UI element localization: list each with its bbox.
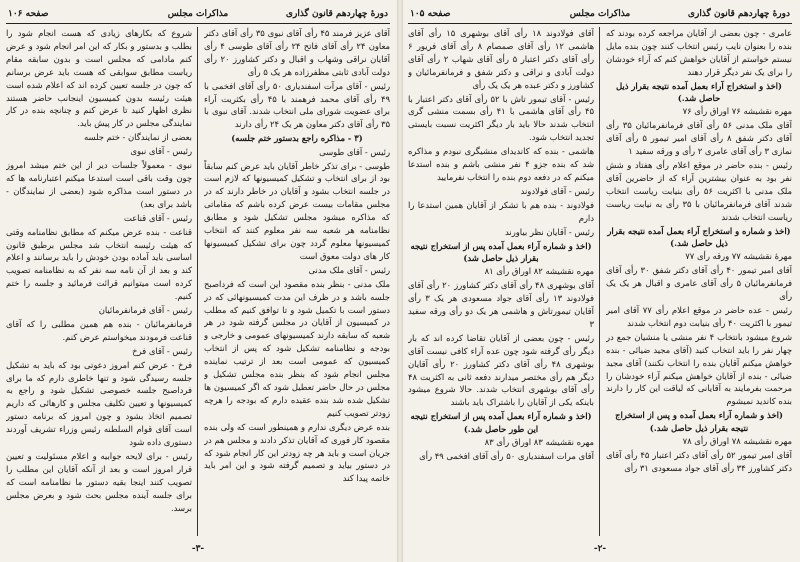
column-divider bbox=[599, 27, 600, 536]
section-heading: (اخذ و شماره آراء بعمل آمده پس از استخراج نتیجه بقرار ذیل حاصل شد) bbox=[410, 240, 592, 263]
paragraph: رئیس - آقای مرآت اسفندیاری ۵۰ رأی آقای افخمی با ۴۹ رأی آقای محمد فرهمند با ۴۵ رأی بکثریت آراء برای عضویت شورای ملی انتخاب شدند. آقای نبوی با ۳۵ رأی آقای دکتر معاون هر یک ۲۴ رأی دارند bbox=[204, 80, 390, 130]
paragraph: رئیس - آقای فرمانفرمائیان bbox=[98, 305, 192, 316]
paragraph: طوسی - برای تذکر خاطر آقایان باید عرض کنم سابقاً بود از برای انتخاب و تشکیل کمیسیونها که لازم است در جلسه انتخاب بشود و آقایان در خاطر دارند که در مجلس مقامات بیست عرض کرده باشم که مقاماتی که مذاکره میشود مجلس تشکیل شود و مطابق نظامنامه هر شعبه سه نفر معلوم کنند که انتخاب کمیسیونها معلوم گردد چون برای تشکیل کمیسیونها کار های دولت معوق است bbox=[204, 160, 390, 261]
paragraph: رئیس - آقای قناعت bbox=[123, 212, 192, 223]
paragraph: مهره نقشیشه ۷۸ اوراق رأی ۷۸ bbox=[682, 436, 792, 447]
section-title: مذاکرات مجلس bbox=[569, 9, 631, 19]
paragraph: شروع که بکارهای زیادی که هست انجام شود را بطلب و بدستور و بکار که این امر انجام شود و عرض کنم مادامی که مجلس است و بدون سابقه مقام ریاست مطابق سوابقی که هست باید عرض برسانم که چون در جلسه تعیین کرده اند که اعلام شده است هیئت رئیسه بدون کمیسیون اینجانب حاضر هستند نظری اظهار کنید تا عرض کنم و چنانچه بنده در کار نمایندگی مجلس در کار پیش باید. bbox=[6, 28, 192, 129]
section-heading: (اخذ و شماره و استخراج آراء بعمل آمده نتیجه بقرار ذیل حاصل شد.) bbox=[607, 225, 791, 248]
column-divider bbox=[197, 27, 198, 536]
paragraph: رئیس - آقای تیمور تاش با ۵۲ رأی آقای دکتر اعتبار با ۴۵ رأی آقای هاشمی با ۴۱ رأی بسمت منشی گری انتخاب شدند حالا باید بار دیگر اکثریت نسبت بایستی تجدید انتخاب شود. bbox=[408, 93, 594, 143]
right-page-columns bbox=[408, 27, 792, 536]
section-heading: (اخذ و استخراج آراء بعمل آمده نتیجه بقرار ذیل حاصل شد.) bbox=[616, 80, 782, 104]
page-label: صفحه ۱۰۶ bbox=[8, 9, 49, 19]
paragraph: بنده عرض دیگری ندارم و همینطور است که ولی بنده مقصود کار فوری که آقایان تذکر دادند و مجلس هم در جریان است و باید هر چه زودتر این کار انجام شود که در دستور بیاید و تصمیم گرفته شود و این امر باید خاتمه پیدا کند bbox=[204, 421, 390, 484]
paragraph: عامری - چون بعضی از آقایان مراجعه کرده بودند که بنده را بعنوان نایب رئیس انتخاب کنند چون بنده مایل نیستم خواستم از آقایان خواهش کنم که آراء خودشان را برای یک نفر دیگر قرار دهند bbox=[606, 28, 792, 77]
left-page bbox=[6, 6, 390, 554]
paragraph: فرمانفرمائیان - بنده هم همین مطلبی را که آقای قناعت فرمودند میخواستم عرض کنم. bbox=[6, 318, 192, 342]
paragraph: بعضی از نمایندگان - ختم جلسه bbox=[84, 132, 192, 143]
section-heading: (۳ - مذاکره راجع بدستور ختم جلسه) bbox=[231, 133, 363, 144]
paragraph: رئیس - بنده حاضر در موقع اعلام رأی هفتاد و شش نفر بود به عنوان بیشترین آراء که از حاضرین آقای ملک مدنی با اکثریت ۵۶ رأی بنیابت ریاست انتخاب شدند آقای فرمانفرمائیان با ۳۵ رأی به نیابت ریاست ریاست انتخاب شدند bbox=[606, 160, 792, 222]
right-page bbox=[408, 6, 792, 554]
paragraph: آقای مرات اسفندیاری ۵۰ رأی آقای افخمی ۴۹ رأی bbox=[419, 451, 594, 461]
paragraph: رئیس - چون بعضی از آقایان تقاضا کرده اند که بار دیگر رأی گرفته شود چون عده آراء کافی نیست آقای بوشهری ۴۸ رأی آقای دکتر کشاورز ۲۰ رأی آقایان دیگر هم رأی مختصر میدارند دفعه ثانی به اکثریت ۴۸ رأی آقای بوشهری انتخاب شدند. حالا شروع میشود باینکه یکی از آقایان را باشتراک باید باشند bbox=[408, 332, 594, 408]
paragraph: آقای امیر تیمور ۴۰ رأی آقای دکتر شفق ۳۰ رأی آقای فرمانفرمائیان ۵ رأی آقای عامری و اقبال هر یک یک رأی bbox=[606, 265, 792, 302]
paragraph: رئیس - آقای ملک مدنی bbox=[308, 264, 390, 275]
paragraph: آقای فولادوند ۱۸ رأی آقای بوشهری ۱۵ رأی آقای هاشمی ۱۲ رأی آقای صمصام ۸ رأی آقای فریور ۶ رأی آقای دکتر اعتبار ۵ رأی آقای شهاب ۲ رأی آقای دولت آبادی و نراقی و دکتر شفق و فرمانفرمائیان و کشاورز و دکتر عبده هر یک یک رأی bbox=[408, 28, 594, 90]
paragraph: آقای امیر تیمور ۵۲ رأی آقای دکتر اعتبار ۴۵ رأی آقای دکتر کشاورز ۳۴ رأی آقای جواد مسعودی ۳۱ رأی bbox=[606, 450, 792, 473]
paragraph: مهرهٔ نقشیشه ۷۷ ورقه رأی ۷۷ bbox=[685, 251, 792, 262]
page-label: صفحه ۱۰۵ bbox=[410, 9, 451, 19]
session-title: دورهٔ چهاردهم قانون گذاری bbox=[687, 9, 790, 19]
paragraph: مهره نقشیشه ۸۲ اوراق رأی ۸۱ bbox=[484, 266, 594, 277]
paragraph: آقای بوشهری ۴۸ رأی آقای دکتر کشاورز ۲۰ رأی آقای فولادوند ۱۳ رأی آقای جواد مسعودی هر یک ۳ رأی آقایان تیمورتاش و هاشمی هر یک دو رأی ورقه سفید ۳ bbox=[408, 280, 594, 329]
paragraph: شروع میشود بانتخاب ۴ نفر منشی یا منشیان جمع در چهار نفر را باید انتخاب کنید (آقای مجید ضیائی - بنده خواهش میکنم آقایان بنده را انتخاب نکنند) آقای مجید ضیائی - بنده از آقایان خواهش میکنم آراء خودشان را مرحمت بفرمایند به آقایانی که لیاقت این کار را دارند بنده کاندید نمیشوم bbox=[606, 331, 792, 407]
paragraph: رئیس - آقای فولادوند bbox=[520, 185, 594, 196]
left-page-column-left bbox=[6, 27, 192, 536]
left-page-header bbox=[6, 6, 390, 24]
right-page-column-right bbox=[606, 27, 792, 536]
section-heading: (اخذ و شماره آراء بعمل آمده و پس از استخراج نتیجه بقرار ذیل حاصل شد.) bbox=[615, 410, 783, 433]
left-page-columns bbox=[6, 27, 390, 536]
paragraph: ملک مدنی - بنظر بنده مقصود این است که فرداصبح جلسه باشد و در ظرف این مدت کمیسیونهائی که در دستور است با تکمیل شود و تا توافق کنیم که مطلب در کمیسیون از آقایان در مجلس گرفته شود در هر شعبه که سابقه دارند کمیسیونهای عمومی و خارجی و بودجه و نظامنامه تشکیل شود که پس از انتخاب کمیسیون که عمومی است بعد از ترتیب نماینده مجلس انجام شود که بنظر بنده مجلس تشکیل و مجلس در حال حاضر تعطیل شود که اگر کمیسیون ها تشکیل شده شد بنده عقیده دارم که بودجه را هرچه زودتر تصویب کنیم bbox=[204, 278, 390, 418]
paragraph: رئیس - عده حاضر در موقع اعلام رأی ۷۷ آقای امیر تیمور با اکثریت ۴۰ رأی بنیابت دوم انتخاب شدند bbox=[606, 305, 792, 328]
section-title: مذاکرات مجلس bbox=[167, 9, 229, 19]
paragraph: نبوی - معمولاً جلسات دیر از این ختم میشد امروز چون وقت باقی است استدعا میکنم اعتبارنامه ها که در دستور است مذاکره شود (بعضی از نمایندگان - باشد برای بعد) bbox=[6, 160, 192, 209]
session-title: دورهٔ چهاردهم قانون گذاری bbox=[285, 9, 388, 19]
paragraph: مهره نقشیشه ۸۳ اوراق رأی ۸۳ bbox=[484, 437, 594, 448]
paragraph: آقای ملک مدنی ۵۶ رأی آقای فرمانفرمائیان ۳۵ رأی آقای دکتر شفق ۸ رأی آقای امیر تیمور ۵ رأی آقای نمازی ۳ رأی آقای عامری ۲ رأی و ورقه سفید ۱ bbox=[606, 120, 792, 157]
page-number: -۲- bbox=[593, 544, 607, 554]
book-gutter bbox=[397, 0, 403, 562]
right-page-column-left bbox=[408, 27, 594, 536]
paragraph: فولادوند - بنده هم با تشکر از آقایان همین استدعا را دارم bbox=[408, 199, 594, 223]
left-page-column-right bbox=[204, 27, 390, 536]
paragraph: رئیس - آقای نبوی bbox=[130, 146, 192, 157]
paragraph: هاشمی - بنده که کاندیدای منشیگری نبودم و مذاکره شد که بنده جزو ۴ نفر منشی باشم و بنده استدعا میکنم که در دفعه دوم بنده را انتخاب نفرمایید bbox=[408, 146, 594, 182]
right-page-header bbox=[408, 6, 792, 24]
paragraph: قناعت - بنده عرض میکنم که مطابق نظامنامه وقتی که هیئت رئیسه انتخاب شد مجلس برطبق قانون اساسی باید آماده بودن خودش را باید برسانند و اعلام کند و بعد از آن نامه سه نفر که به نظامنامه تصویب کرده است میتوانیم قرائت فرمائید و جلسه را ختم کنیم. bbox=[6, 226, 192, 302]
paragraph: رئیس - برای لایحه جوابیه و اعلام مسئولیت و تعیین قرار امروز است و بعد از آنکه آقایان این مطلب را تصویب کنند اینجا بقیه دستور ما نظامنامه است که برای جلسه آینده مجلس بحث شود و بعرض مجلس برسد. bbox=[6, 451, 192, 513]
paragraph: رئیس - آقایان نظر بیاورند bbox=[504, 226, 594, 237]
section-heading: (اخذ و شماره آراء بعمل آمده پس از استخراج نتیجه این طور حاصل شد.) bbox=[410, 411, 592, 434]
paragraph: آقای عزیز فرمند ۴۵ رأی آقای نبوی ۳۵ رأی آقای دکتر معاون ۲۴ رأی آقای فاتح ۲۴ رأی آقای طوسی ۴ رأی آقایان نراقی وشهاب و اقبال و دکتر کشاورز ۲۰ رأی دولت آبادی ثابتی مظفرزاده هر یک ۵ رأی bbox=[204, 28, 390, 77]
paragraph: رئیس - آقای فرخ bbox=[132, 345, 192, 356]
page-number: -۳- bbox=[191, 544, 205, 554]
paragraph: رئیس - آقای طوسی bbox=[319, 146, 390, 157]
paragraph: فرخ - عرض کنم امروز دعوتی بود که باید به تشکیل جلسه رسیدگی شود و تنها خاطری دارم که ما برای فرداصبح جلسه خصوصی تشکیل شود و راجع به کمیسیونها و تعیین تکلیف مجلس و کارهائی که داریم تصمیم اتخاذ بشود و چون امروز که برنامه دستور است آقای قوام السلطنه رئیس وزراء تشریف آوردند دستوری داده شود bbox=[6, 359, 192, 448]
paragraph: مهره نقشیشه ۷۶ اوراق رأی ۷۶ bbox=[682, 106, 792, 117]
